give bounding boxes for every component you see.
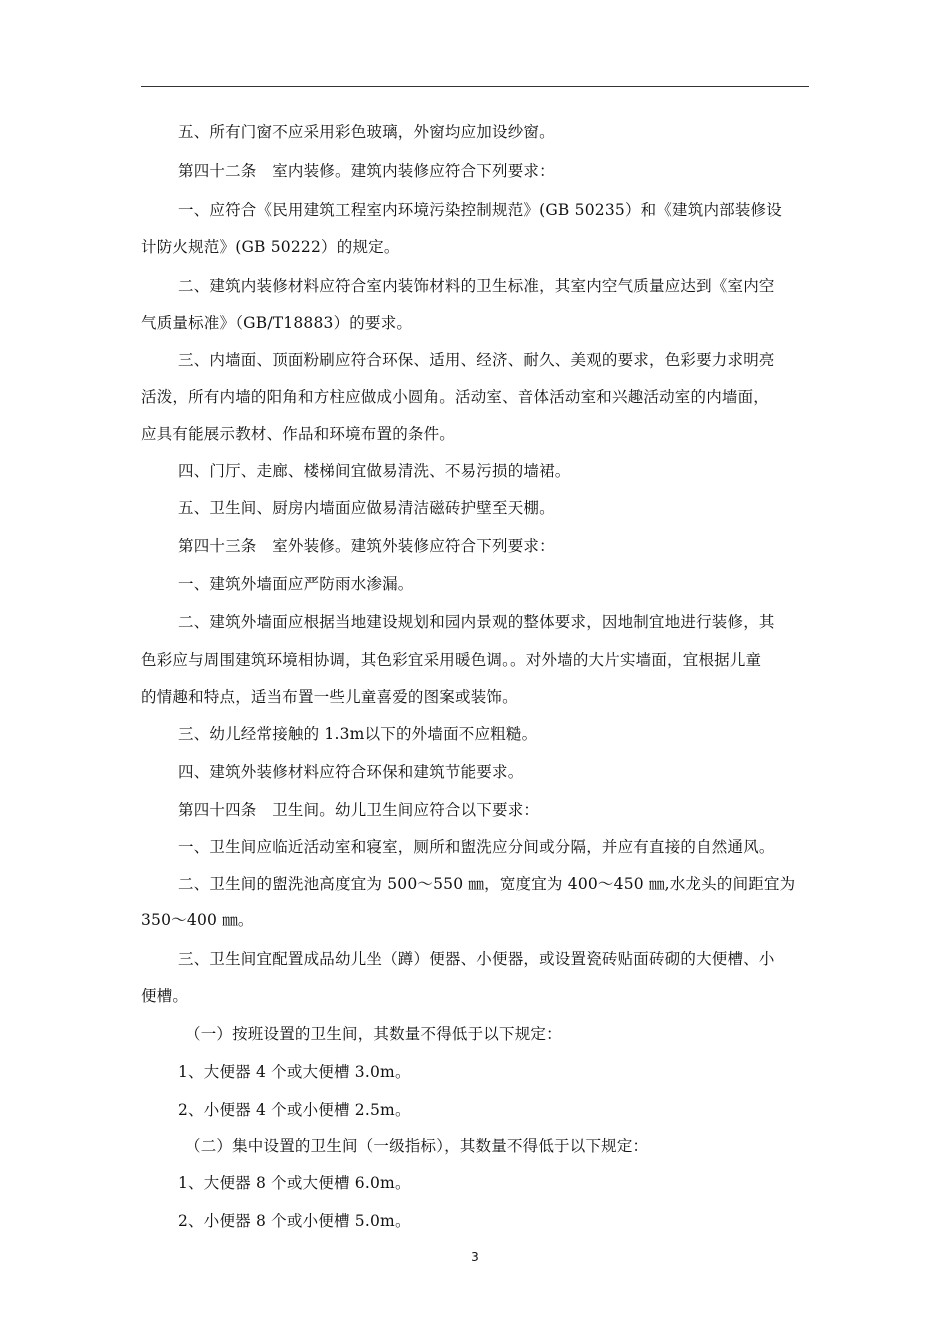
paragraph-continuation: 计防火规范》(GB 50222）的规定。 bbox=[141, 238, 400, 256]
paragraph-continuation: 气质量标准》（GB/T18883）的要求。 bbox=[141, 314, 413, 332]
paragraph: 三、幼儿经常接触的 1.3m以下的外墙面不应粗糙。 bbox=[178, 725, 538, 743]
paragraph-continuation: 活泼，所有内墙的阳角和方柱应做成小圆角。活动室、音体活动室和兴趣活动室的内墙面， bbox=[141, 388, 770, 406]
sub-heading: （二）集中设置的卫生间（一级指标），其数量不得低于以下规定： bbox=[185, 1137, 649, 1155]
list-item: 2、小便器 4 个或小便槽 2.5m。 bbox=[178, 1101, 411, 1119]
paragraph: 五、卫生间、厨房内墙面应做易清洁磁砖护壁至天棚。 bbox=[178, 499, 555, 517]
paragraph: 二、建筑外墙面应根据当地建设规划和园内景观的整体要求，因地制宜地进行装修，其 bbox=[178, 613, 775, 631]
paragraph: 一、建筑外墙面应严防雨水渗漏。 bbox=[178, 575, 414, 593]
paragraph: 二、建筑内装修材料应符合室内装饰材料的卫生标准，其室内空气质量应达到《室内空 bbox=[178, 277, 775, 295]
paragraph: 四、建筑外装修材料应符合环保和建筑节能要求。 bbox=[178, 763, 524, 781]
list-item: 1、大便器 8 个或大便槽 6.0m。 bbox=[178, 1174, 411, 1192]
paragraph: 四、门厅、走廊、楼梯间宜做易清洗、不易污损的墙裙。 bbox=[178, 462, 571, 480]
paragraph-continuation: 便槽。 bbox=[141, 987, 189, 1005]
paragraph: 三、内墙面、顶面粉刷应符合环保、适用、经济、耐久、美观的要求，色彩要力求明亮 bbox=[178, 351, 775, 369]
paragraph-continuation: 应具有能展示教材、作品和环境布置的条件。 bbox=[141, 425, 456, 443]
article-42-heading: 第四十二条 室内装修。建筑内装修应符合下列要求： bbox=[178, 162, 555, 180]
paragraph: 一、应符合《民用建筑工程室内环境污染控制规范》(GB 50235）和《建筑内部装修设 bbox=[178, 201, 782, 219]
paragraph: 一、卫生间应临近活动室和寝室，厕所和盥洗应分间或分隔，并应有直接的自然通风。 bbox=[178, 838, 775, 856]
paragraph: 三、卫生间宜配置成品幼儿坐（蹲）便器、小便器，或设置瓷砖贴面砖砌的大便槽、小 bbox=[178, 950, 775, 968]
list-item: 2、小便器 8 个或小便槽 5.0m。 bbox=[178, 1212, 411, 1230]
page-number: 3 bbox=[471, 1250, 479, 1264]
paragraph: 二、卫生间的盥洗池高度宜为 500～550 ㎜，宽度宜为 400～450 ㎜,水龙头的间距宜为 bbox=[178, 875, 796, 893]
list-item: 1、大便器 4 个或大便槽 3.0m。 bbox=[178, 1063, 411, 1081]
paragraph: 五、所有门窗不应采用彩色玻璃，外窗均应加设纱窗。 bbox=[178, 123, 555, 141]
sub-heading: （一）按班设置的卫生间，其数量不得低于以下规定： bbox=[185, 1025, 562, 1043]
article-44-heading: 第四十四条 卫生间。幼儿卫生间应符合以下要求： bbox=[178, 801, 540, 819]
paragraph-continuation: 的情趣和特点，适当布置一些儿童喜爱的图案或装饰。 bbox=[141, 688, 518, 706]
header-rule bbox=[141, 86, 809, 87]
paragraph-continuation: 350～400 ㎜。 bbox=[141, 911, 254, 929]
article-43-heading: 第四十三条 室外装修。建筑外装修应符合下列要求： bbox=[178, 537, 555, 555]
paragraph-continuation: 色彩应与周围建筑环境相协调，其色彩宜采用暖色调。。对外墙的大片实墙面，宜根据儿童 bbox=[141, 651, 762, 669]
